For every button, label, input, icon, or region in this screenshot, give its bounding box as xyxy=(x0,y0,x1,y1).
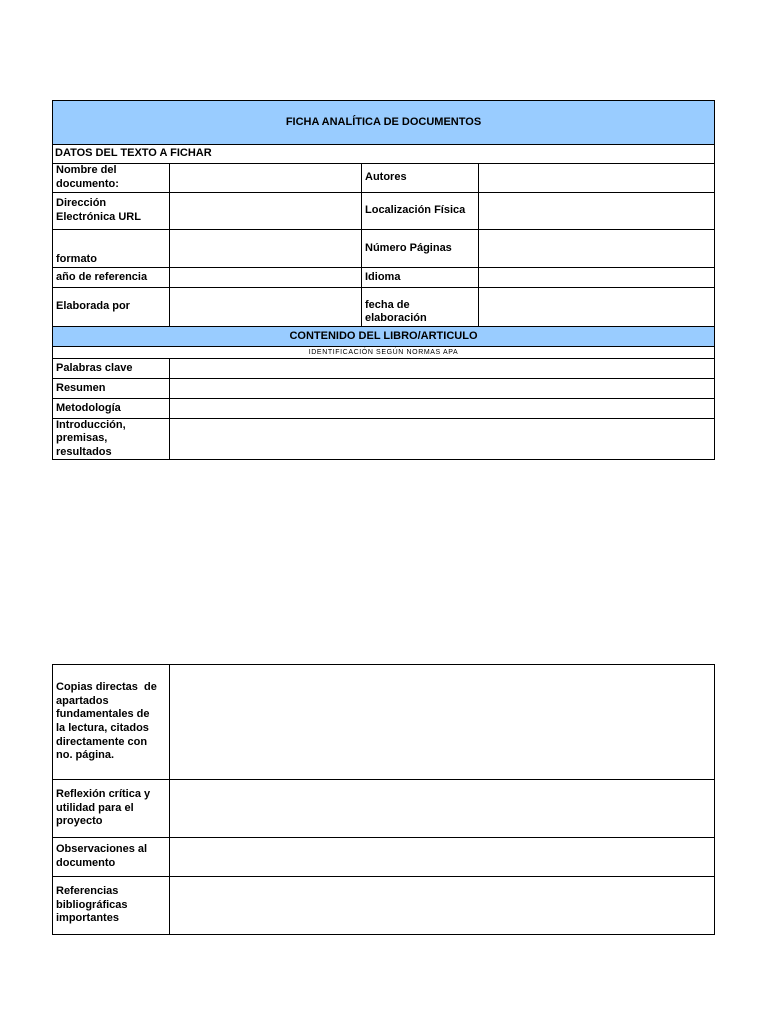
form-title-row xyxy=(53,101,714,144)
idioma-label: Idioma xyxy=(361,268,478,287)
analisis-row-referencias xyxy=(53,876,714,934)
apa-subheader: IDENTIFICACIÓN SEGÚN NORMAS APA xyxy=(308,348,459,356)
analisis-row-copias xyxy=(53,665,714,779)
contenido-row-introduccion xyxy=(53,418,714,459)
copias-directas-label: Copias directas de apartados fundamentales de la lectura, citados directamente con no. página. xyxy=(56,681,157,762)
reflexion-critica-value-cell xyxy=(169,780,714,837)
fecha-elaboracion-label: fecha de elaboración xyxy=(361,288,478,326)
palabras-clave-value-cell xyxy=(169,359,714,378)
numero-paginas-label: Número Páginas xyxy=(361,230,478,267)
datos-row-anio xyxy=(53,267,714,287)
fecha-elaboracion-value-cell xyxy=(478,288,714,326)
analisis-table xyxy=(52,664,715,935)
autores-value-cell xyxy=(478,164,714,192)
datos-row-nombre xyxy=(53,163,714,192)
datos-row-formato xyxy=(53,229,714,267)
datos-section-header: DATOS DEL TEXTO A FICHAR xyxy=(55,147,212,160)
metodologia-label: Metodología xyxy=(56,401,121,414)
anio-referencia-label: año de referencia xyxy=(56,270,148,283)
observaciones-label: Observaciones al documento xyxy=(56,843,148,869)
introduccion-value-cell xyxy=(169,419,714,459)
resumen-label: Resumen xyxy=(56,381,106,394)
contenido-header-row xyxy=(53,326,714,346)
direccion-url-label: Dirección Electrónica URL xyxy=(56,197,141,223)
contenido-section-header: CONTENIDO DEL LIBRO/ARTICULO xyxy=(289,329,478,342)
referencias-label: Referencias bibliográficas importantes xyxy=(56,885,128,925)
datos-row-elaborada xyxy=(53,287,714,326)
formato-label: formato xyxy=(56,253,97,266)
formato-value-cell xyxy=(169,230,361,267)
palabras-clave-label: Palabras clave xyxy=(56,361,133,374)
metodologia-value-cell xyxy=(169,399,714,418)
apa-subheader-row xyxy=(53,346,714,358)
anio-referencia-value-cell xyxy=(169,268,361,287)
localizacion-fisica-label: Localización Física xyxy=(361,193,478,229)
nombre-documento-value-cell xyxy=(169,164,361,192)
contenido-row-metodologia xyxy=(53,398,714,418)
contenido-row-palabras xyxy=(53,358,714,378)
resumen-value-cell xyxy=(169,379,714,398)
ficha-analitica-table xyxy=(52,100,715,460)
observaciones-value-cell xyxy=(169,838,714,876)
analisis-row-reflexion xyxy=(53,779,714,837)
elaborada-por-value-cell xyxy=(169,288,361,326)
datos-row-direccion xyxy=(53,192,714,229)
reflexion-critica-label: Reflexión crítica y utilidad para el proyecto xyxy=(56,788,151,828)
referencias-value-cell xyxy=(169,877,714,934)
copias-directas-value-cell xyxy=(169,665,714,779)
contenido-row-resumen xyxy=(53,378,714,398)
datos-header-row xyxy=(53,144,714,163)
analisis-row-observaciones xyxy=(53,837,714,876)
idioma-value-cell xyxy=(478,268,714,287)
form-title: FICHA ANALÍTICA DE DOCUMENTOS xyxy=(285,115,482,128)
nombre-documento-label: Nombre del documento: xyxy=(56,164,119,190)
elaborada-por-label: Elaborada por xyxy=(56,300,130,313)
direccion-url-value-cell xyxy=(169,193,361,229)
localizacion-fisica-value-cell xyxy=(478,193,714,229)
numero-paginas-value-cell xyxy=(478,230,714,267)
autores-label: Autores xyxy=(361,164,478,192)
introduccion-label: Introducción, premisas, resultados xyxy=(56,418,126,458)
